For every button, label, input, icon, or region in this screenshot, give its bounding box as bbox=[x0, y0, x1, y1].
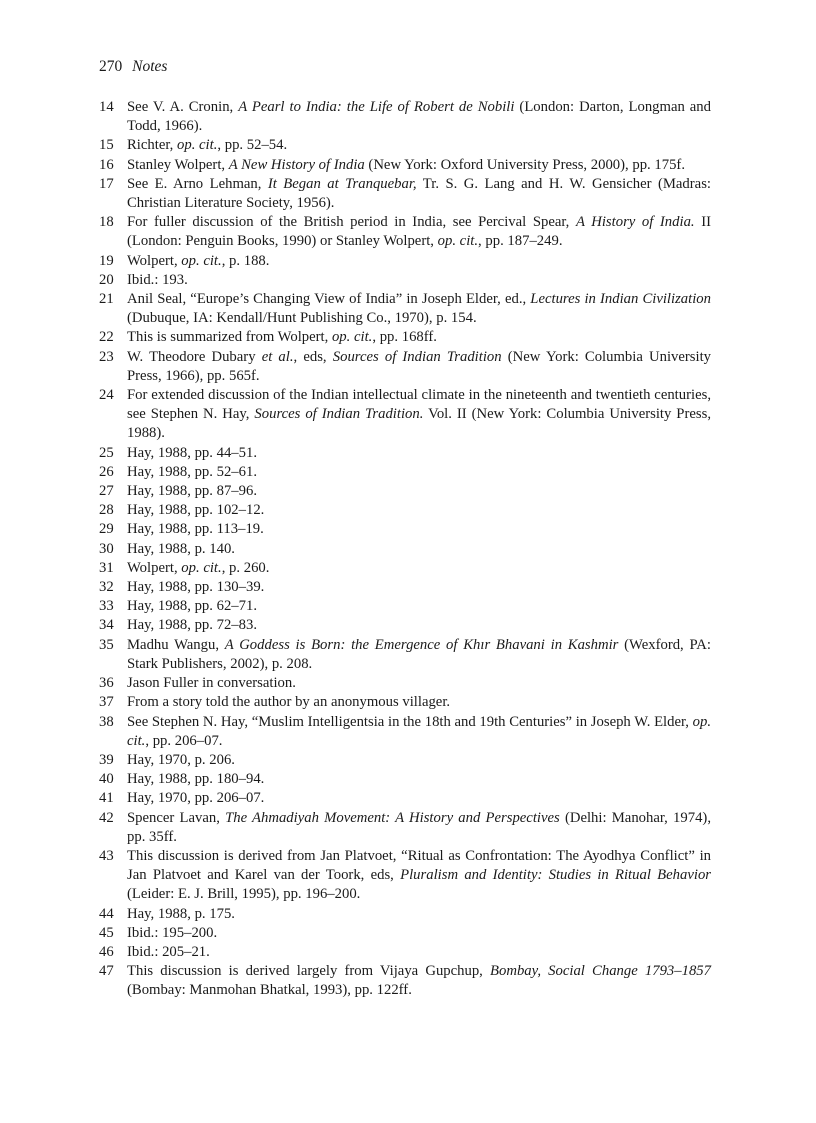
note-number: 39 bbox=[99, 751, 114, 768]
note-item bbox=[99, 271, 711, 290]
notes-list bbox=[99, 98, 711, 1001]
note-item bbox=[99, 809, 711, 847]
note-text-segment: (Wexford, PA: Stark Publishers, 2002), p. 208. bbox=[127, 636, 711, 672]
note-text bbox=[127, 444, 711, 463]
note-item bbox=[99, 674, 711, 693]
note-text-segment: Vol. II (New York: Columbia University Press, 1988). bbox=[127, 406, 711, 442]
note-text bbox=[127, 693, 711, 712]
note-item bbox=[99, 770, 711, 789]
note-item bbox=[99, 328, 711, 347]
note-item bbox=[99, 520, 711, 539]
note-number: 35 bbox=[99, 636, 114, 653]
note-item bbox=[99, 444, 711, 463]
note-title-segment: A Pearl to India: the Life of Robert de Nobili bbox=[238, 99, 515, 115]
note-text-segment: Hay, 1988, pp. 102–12. bbox=[127, 502, 265, 519]
note-text bbox=[127, 713, 711, 751]
note-text bbox=[127, 578, 711, 597]
note-text-segment: Hay, 1988, pp. 44–51. bbox=[127, 444, 257, 461]
note-title-segment: Bombay, Social Change 1793–1857 bbox=[490, 963, 711, 980]
note-item bbox=[99, 348, 711, 386]
note-number: 45 bbox=[99, 924, 114, 941]
note-number: 30 bbox=[99, 540, 114, 557]
note-number: 38 bbox=[99, 713, 114, 730]
note-text bbox=[127, 809, 711, 847]
note-title-segment: It Began at Tranquebar, bbox=[267, 175, 417, 192]
note-text-segment: , pp. 168ff. bbox=[372, 329, 437, 346]
note-text bbox=[127, 290, 711, 328]
note-title-segment: The Ahmadiyah Movement: A History and Perspectives bbox=[225, 809, 560, 826]
note-title-segment: op. cit. bbox=[331, 329, 373, 346]
note-text-segment: (New York: Oxford University Press, 2000), pp. 175f. bbox=[364, 156, 685, 173]
note-number: 41 bbox=[99, 790, 114, 807]
note-number: 33 bbox=[99, 598, 114, 615]
note-number: 25 bbox=[99, 444, 114, 461]
note-text-segment: (London: Darton, Longman and Todd, 1966). bbox=[127, 99, 711, 135]
note-text bbox=[127, 540, 711, 559]
note-text bbox=[127, 847, 711, 905]
note-item bbox=[99, 597, 711, 616]
note-text-segment: (Dubuque, IA: Kendall/Hunt Publishing Co., 1970), p. 154. bbox=[127, 310, 477, 327]
note-text-segment: Ibid.: 195–200. bbox=[127, 924, 218, 941]
note-text bbox=[127, 386, 711, 444]
note-text bbox=[127, 616, 711, 635]
note-text-segment: This discussion is derived from Jan Platvoet, “Ritual as Confrontation: The Ayodhya Conflict” in Jan Platvoet and Karel van der Toork, eds, bbox=[127, 847, 711, 884]
note-title-segment: A New History of India bbox=[228, 156, 365, 173]
note-title-segment: op. cit. bbox=[437, 233, 479, 250]
note-title-segment: op. cit. bbox=[181, 252, 222, 269]
note-text-segment: Richter, bbox=[127, 137, 177, 154]
note-text-segment: , p. 260. bbox=[221, 559, 270, 576]
note-text-segment: W. Theodore Dubary bbox=[127, 348, 262, 365]
note-item bbox=[99, 290, 711, 328]
note-number: 36 bbox=[99, 675, 114, 692]
note-number: 14 bbox=[99, 99, 114, 115]
note-text bbox=[127, 674, 711, 693]
note-number: 46 bbox=[99, 943, 114, 960]
note-title-segment: Sources of Indian Tradition bbox=[332, 348, 502, 365]
note-item bbox=[99, 789, 711, 808]
note-text bbox=[127, 156, 711, 175]
note-text-segment: Madhu Wangu, bbox=[127, 636, 225, 653]
note-text-segment: Hay, 1988, pp. 87–96. bbox=[127, 483, 257, 500]
note-text-segment: Hay, 1988, pp. 52–61. bbox=[127, 463, 257, 480]
note-item bbox=[99, 578, 711, 597]
note-number: 32 bbox=[99, 579, 114, 596]
note-item bbox=[99, 98, 711, 136]
note-text bbox=[127, 271, 711, 290]
note-text-segment: Hay, 1988, p. 140. bbox=[127, 540, 235, 557]
note-number: 18 bbox=[99, 214, 114, 231]
note-text bbox=[127, 770, 711, 789]
note-item bbox=[99, 943, 711, 962]
note-item bbox=[99, 501, 711, 520]
note-item bbox=[99, 751, 711, 770]
note-text-segment: Wolpert, bbox=[127, 559, 182, 576]
note-text-segment: Hay, 1970, pp. 206–07. bbox=[127, 790, 265, 807]
note-text bbox=[127, 962, 711, 1000]
note-title-segment: op. cit. bbox=[127, 713, 711, 749]
note-title-segment: Sources of Indian Tradition. bbox=[254, 406, 424, 423]
note-number: 40 bbox=[99, 771, 114, 788]
note-text-segment: (New York: Columbia University Press, 1966), pp. 565f. bbox=[127, 348, 711, 384]
note-text bbox=[127, 924, 711, 943]
note-text bbox=[127, 751, 711, 770]
note-item bbox=[99, 252, 711, 271]
note-text bbox=[127, 213, 711, 251]
page-number: 270 bbox=[99, 58, 123, 75]
note-text bbox=[127, 636, 711, 674]
note-item bbox=[99, 386, 711, 444]
note-text bbox=[127, 559, 711, 578]
note-text-segment: Hay, 1988, pp. 72–83. bbox=[127, 617, 257, 634]
note-number: 23 bbox=[99, 348, 114, 365]
note-number: 28 bbox=[99, 502, 114, 519]
note-text-segment: See Stephen N. Hay, “Muslim Intelligentsia in the 18th and 19th Centuries” in Joseph W. Elder, bbox=[127, 713, 693, 730]
note-text-segment: , pp. 187–249. bbox=[478, 233, 563, 250]
note-item bbox=[99, 156, 711, 175]
note-title-segment: A Goddess is Born: the Emergence of Khır Bhavani in Kashmir bbox=[224, 636, 619, 653]
note-number: 20 bbox=[99, 271, 114, 288]
note-item bbox=[99, 962, 711, 1000]
note-item bbox=[99, 540, 711, 559]
note-text-segment: Tr. S. G. Lang and H. W. Gensicher (Madras: Christian Literature Society, 1956). bbox=[127, 175, 711, 212]
note-text bbox=[127, 252, 711, 271]
note-text-segment: (Bombay: Manmohan Bhatkal, 1993), pp. 122ff. bbox=[127, 982, 412, 999]
note-item bbox=[99, 924, 711, 943]
note-number: 43 bbox=[99, 847, 114, 864]
note-text bbox=[127, 175, 711, 213]
note-text-segment: Spencer Lavan, bbox=[127, 809, 226, 826]
note-item bbox=[99, 559, 711, 578]
note-number: 34 bbox=[99, 617, 114, 634]
note-text-segment: (Delhi: Manohar, 1974), pp. 35ff. bbox=[127, 809, 711, 845]
note-text bbox=[127, 328, 711, 347]
note-number: 44 bbox=[99, 905, 114, 922]
note-item bbox=[99, 713, 711, 751]
note-number: 31 bbox=[99, 559, 114, 576]
note-title-segment: op. cit. bbox=[177, 137, 218, 154]
note-text bbox=[127, 905, 711, 924]
note-item bbox=[99, 136, 711, 155]
note-item bbox=[99, 463, 711, 482]
note-text-segment: This is summarized from Wolpert, bbox=[127, 329, 332, 346]
note-number: 19 bbox=[99, 252, 114, 269]
page-header bbox=[99, 57, 167, 77]
note-title-segment: op. cit. bbox=[181, 559, 222, 576]
note-text bbox=[127, 597, 711, 616]
note-item bbox=[99, 482, 711, 501]
note-text-segment: (Leider: E. J. Brill, 1995), pp. 196–200. bbox=[127, 886, 361, 903]
note-text-segment: Hay, 1988, p. 175. bbox=[127, 905, 235, 922]
note-text bbox=[127, 943, 711, 962]
note-text-segment: II (London: Penguin Books, 1990) or Stanley Wolpert, bbox=[127, 214, 711, 250]
note-item bbox=[99, 847, 711, 905]
note-text-segment: Anil Seal, “Europe’s Changing View of India” in Joseph Elder, ed., bbox=[127, 291, 531, 308]
note-number: 22 bbox=[99, 329, 114, 346]
note-text bbox=[127, 348, 711, 386]
note-item bbox=[99, 693, 711, 712]
note-number: 37 bbox=[99, 694, 114, 711]
note-text-segment: , p. 188. bbox=[221, 252, 270, 269]
note-text-segment: , eds, bbox=[293, 348, 333, 365]
note-title-segment: Lectures in Indian Civilization bbox=[530, 291, 711, 308]
note-item bbox=[99, 616, 711, 635]
note-text-segment: From a story told the author by an anonymous villager. bbox=[127, 694, 451, 711]
note-number: 21 bbox=[99, 291, 114, 308]
note-item bbox=[99, 213, 711, 251]
note-text-segment: Hay, 1988, pp. 180–94. bbox=[127, 771, 265, 788]
note-number: 47 bbox=[99, 963, 114, 980]
note-text-segment: Stanley Wolpert, bbox=[127, 156, 229, 173]
note-title-segment: et al. bbox=[261, 348, 294, 365]
note-text bbox=[127, 501, 711, 520]
note-text-segment: , pp. 206–07. bbox=[145, 732, 223, 749]
note-text-segment: Ibid.: 193. bbox=[127, 271, 188, 288]
note-text-segment: Hay, 1988, pp. 62–71. bbox=[127, 598, 257, 615]
note-item bbox=[99, 175, 711, 213]
note-text-segment: , pp. 52–54. bbox=[217, 137, 288, 154]
note-item bbox=[99, 905, 711, 924]
note-text bbox=[127, 520, 711, 539]
note-title-segment: A History of India. bbox=[575, 214, 695, 231]
note-text bbox=[127, 789, 711, 808]
note-text-segment: For fuller discussion of the British period in India, see Percival Spear, bbox=[127, 214, 576, 231]
note-text-segment: Jason Fuller in conversation. bbox=[127, 675, 296, 692]
note-text-segment: Wolpert, bbox=[127, 252, 182, 269]
note-text-segment: Hay, 1970, p. 206. bbox=[127, 751, 235, 768]
note-title-segment: Pluralism and Identity: Studies in Ritual Behavior bbox=[400, 867, 712, 884]
note-number: 17 bbox=[99, 175, 114, 192]
note-text-segment: Hay, 1988, pp. 113–19. bbox=[127, 521, 264, 538]
note-number: 26 bbox=[99, 463, 114, 480]
note-number: 27 bbox=[99, 483, 114, 500]
note-number: 16 bbox=[99, 156, 114, 173]
note-text-segment: This discussion is derived largely from Vijaya Gupchup, bbox=[127, 963, 491, 980]
note-number: 29 bbox=[99, 521, 114, 538]
note-text-segment: Hay, 1988, pp. 130–39. bbox=[127, 579, 265, 596]
note-text bbox=[127, 136, 711, 155]
note-text bbox=[127, 98, 711, 136]
note-text-segment: See V. A. Cronin, bbox=[127, 99, 239, 115]
running-head: Notes bbox=[132, 58, 168, 75]
note-number: 15 bbox=[99, 137, 114, 154]
note-text-segment: For extended discussion of the Indian intellectual climate in the nineteenth and twentieth centuries, see Stephen N. Hay, bbox=[127, 387, 711, 423]
note-text-segment: See E. Arno Lehman, bbox=[127, 175, 268, 192]
note-text bbox=[127, 482, 711, 501]
note-text bbox=[127, 463, 711, 482]
note-text-segment: Ibid.: 205–21. bbox=[127, 943, 210, 960]
note-number: 24 bbox=[99, 387, 114, 404]
note-item bbox=[99, 636, 711, 674]
note-number: 42 bbox=[99, 809, 114, 826]
